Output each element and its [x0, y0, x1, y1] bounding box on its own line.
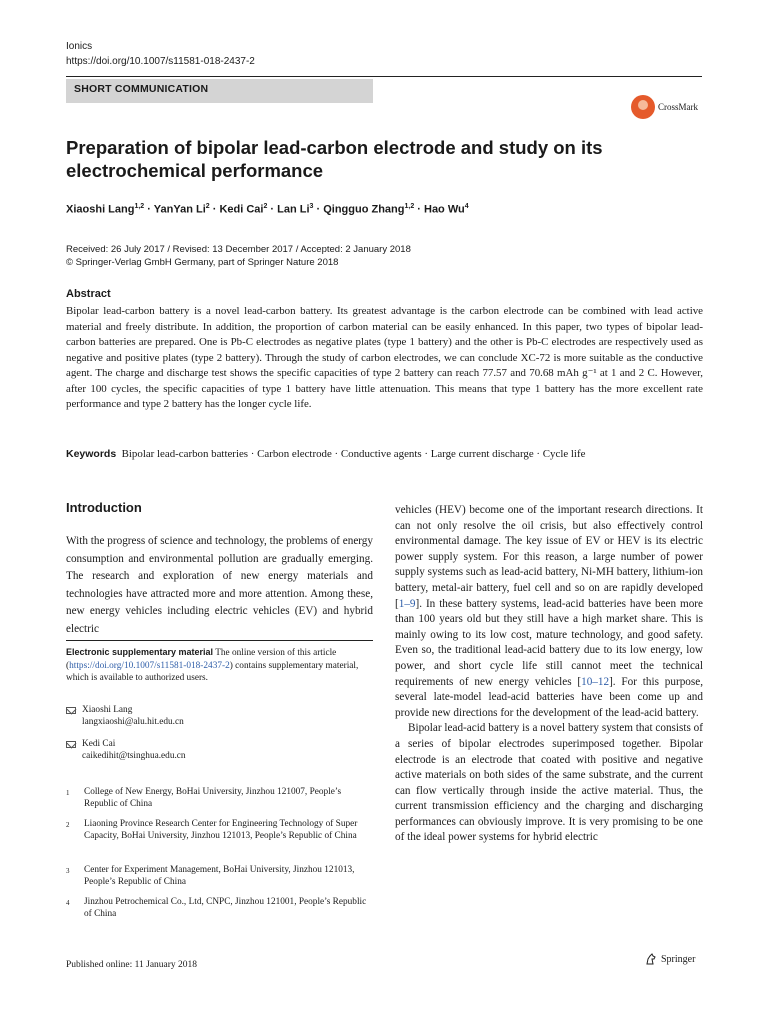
springer-horse-icon [645, 953, 657, 965]
intro-paragraph: Bipolar lead-acid battery is a novel battery system that consists of a series of bipolar electrodes superimposed together. Bipolar electrode is an electrode that coated with positive and negative active materials on both sides of the same substrate, and the current can flow vertically through inside the active material. Thus, the current transmission efficiency and the charging and discharging performances can obviously improve. It is very promising to be one of the ideal power systems for hybrid electric [395, 722, 703, 844]
citation-link[interactable]: 10–12 [581, 675, 610, 688]
author-name[interactable]: Lan Li [277, 203, 310, 216]
publisher-logo [645, 953, 695, 965]
contact-name: Kedi Cai [82, 739, 116, 749]
intro-text: ]. In these battery systems, lead-acid batteries have been more than 100 years old but they still have a high market share. This is mainly owing to its low cost, mature technology, and good safety. Even so, the traditional lead-acid battery due to its low energy, low power, and short cycle life still cannot meet the technical requirements of new energy vehicles [ [395, 597, 703, 688]
abstract-text: Bipolar lead-carbon battery is a novel lead-carbon battery. Its greatest advantage is the carbon electrode can be combined with lead active material and freely distribute. In addition, the proportion of carbon material can be easily enhanced. In this paper, two types of bipolar lead-carbon batteries are prepared. One is Pb-C electrodes as negative plates (type 1 battery) and the other is Pb-C electrodes are respectively used as negative and positive plates (type 2 battery). Through the study of carbon electrodes, we can conclude XC-72 is more suitable as the conductive agent. The charge and discharge test shows the specific capacities of type 2 battery can reach 77.57 and 70.68 mAh g⁻¹ at 1 and 2 C. However, after 100 cycles, the specific capacities of type 1 battery have little attenuation. This means that type 1 battery has the more excellent rate performance and type 2 battery has the longer cycle life. [66, 305, 703, 410]
author-list: Xiaoshi Lang$^{1,2}$ · YanYan $Li^2$ · Kedi Cai$^2$ · Lan $Li^3$ · Qingguo Zhang$^{1,2}$ · Hao Wu$^4$ [66, 203, 469, 216]
envelope-icon [66, 741, 76, 748]
affiliation-text: Jinzhou Petrochemical Co., Ltd, CNPC, Jinzhou 121001, People’s Republic of China [84, 897, 367, 919]
header-rule [66, 76, 702, 77]
esm-text: The online version of this article ( [66, 648, 337, 671]
intro-paragraph [395, 503, 703, 721]
copyright-line: © Springer-Verlag GmbH Germany, part of Springer Nature 2018 [66, 257, 339, 268]
author-name[interactable]: Xiaoshi Lang [66, 203, 135, 216]
esm-link[interactable]: https://doi.org/10.1007/s11581-018-2437-2 [69, 660, 230, 671]
corresponding-author [66, 704, 184, 728]
article-title: Preparation of bipolar lead-carbon electrode and study on its electrochemical performance [66, 137, 603, 181]
article-doi[interactable]: https://doi.org/10.1007/s11581-018-2437-2 [66, 56, 255, 67]
supplementary-note [66, 646, 373, 685]
author-name[interactable]: Kedi Cai [219, 203, 264, 216]
affiliation [66, 786, 373, 810]
affiliation [66, 818, 373, 842]
affiliation [66, 896, 373, 920]
intro-left-column: With the progress of science and technology, the problems of energy consumption and environmental pollution are gradually emerging. The research and exploration of new energy materials and technologies have attracted more and more attention. Among these, new energy vehicles including electric vehicles (EV) and hybrid electric [66, 535, 373, 635]
published-date: Published online: 11 January 2018 [66, 960, 198, 970]
esm-label: Electronic supplementary material [66, 647, 214, 657]
citation-link[interactable]: 1–9 [398, 597, 416, 610]
author-affiliation: 2 [263, 203, 268, 210]
crossmark-label: CrossMark [658, 102, 698, 112]
affiliation-number: 2 [66, 821, 70, 829]
contact-name: Xiaoshi Lang [82, 705, 133, 715]
publisher-name: Springer [661, 953, 696, 965]
contact-email[interactable]: caikedihit@tsinghua.edu.cn [82, 751, 186, 761]
author-name[interactable]: Hao Wu [424, 203, 465, 216]
affiliation-text: College of New Energy, BoHai University, Jinzhou 121007, People’s Republic of China [84, 787, 342, 809]
author-affiliation: 2 [205, 203, 210, 210]
intro-text: ]. For this purpose, several late-model lead-acid batteries have been come up and provide new directions for the development of the lead-acid battery. [395, 675, 703, 719]
author-affiliation: 1,2 [134, 203, 145, 210]
keywords-label: Keywords [66, 448, 117, 460]
author-name[interactable]: Qingguo Zhang [323, 203, 405, 216]
keywords-list: Bipolar lead-carbon batteries · Carbon electrode · Conductive agents · Large current discharge · Cycle life [121, 448, 586, 460]
author-name[interactable]: YanYan Li [153, 203, 206, 216]
contact-email[interactable]: langxiaoshi@alu.hit.edu.cn [82, 717, 184, 727]
abstract-heading: Abstract [66, 288, 111, 300]
keywords [66, 448, 585, 460]
affiliation [66, 864, 373, 888]
affiliation-number: 3 [66, 867, 70, 875]
intro-right-column [395, 503, 703, 846]
affiliation-text: Liaoning Province Research Center for Engineering Technology of Super Capacity, BoHai University, Jinzhou 121013, People’s Republic of China [84, 819, 358, 841]
crossmark-icon [631, 95, 655, 119]
envelope-icon [66, 707, 76, 714]
corresponding-author [66, 738, 186, 762]
esm-rule [66, 640, 373, 641]
author-affiliation: 4 [464, 203, 469, 210]
affiliation-number: 1 [66, 789, 70, 797]
esm-text: ) contains supplementary material, which is available to authorized users. [66, 660, 359, 683]
intro-text: vehicles (HEV) become one of the important research directions. It can not only resolve the oil crisis, but also effectively control environmental damage. The key issue of EV or HEV is its electric power supply system. For this reason, a large number of power supply systems such as lead-acid battery, Ni-MH battery, lithium-ion battery, metal-air battery, fuel cell and so on are rapidly developed [ [395, 504, 704, 610]
article-dates [66, 243, 411, 269]
affiliation-number: 4 [66, 899, 70, 907]
author-affiliation: 1,2 [404, 203, 415, 210]
journal-name: Ionics [66, 41, 93, 52]
crossmark-badge[interactable] [631, 94, 705, 120]
affiliation-text: Center for Experiment Management, BoHai University, Jinzhou 121013, People’s Republic of China [84, 865, 355, 887]
article-type-badge: SHORT COMMUNICATION [66, 79, 373, 103]
introduction-heading: Introduction [66, 500, 142, 515]
history-dates: Received: 26 July 2017 / Revised: 13 December 2017 / Accepted: 2 January 2018 [66, 244, 411, 255]
author-affiliation: 3 [309, 203, 314, 210]
